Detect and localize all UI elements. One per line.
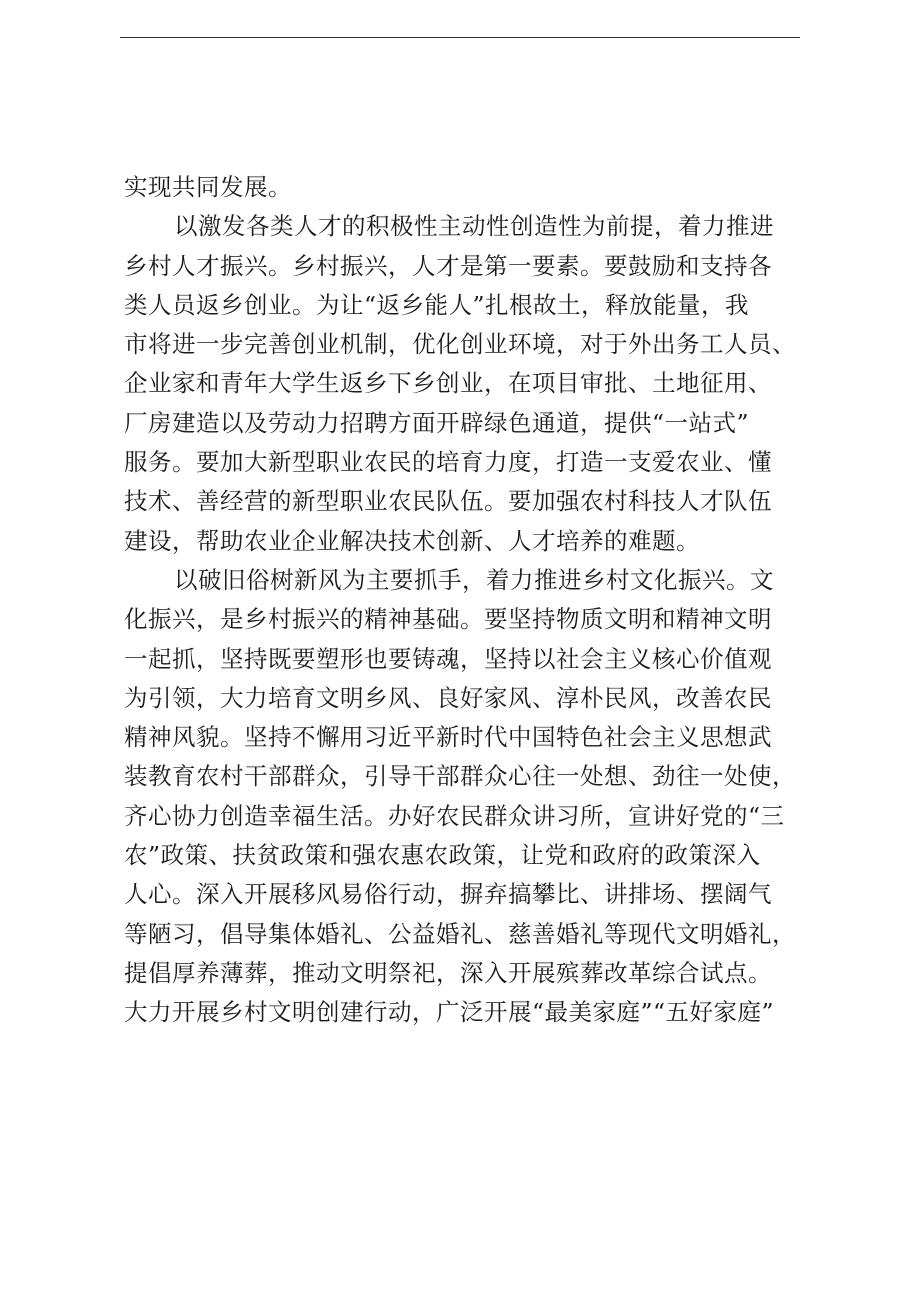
text-line: 实现共同发展。 — [124, 173, 292, 201]
text-line: 精神风貌。坚持不懈用习近平新时代中国特色社会主义思想武 — [124, 723, 772, 752]
text-line: 以破旧俗树新风为主要抓手，着力推进乡村文化振兴。文 — [174, 565, 774, 594]
text-line: 等陋习，倡导集体婚礼、公益婚礼、慈善婚礼等现代文明婚礼， — [124, 919, 796, 948]
text-line: 装教育农村干部群众，引导干部群众心往一处想、劲往一处使， — [124, 762, 796, 791]
text-line: 技术、善经营的新型职业农民队伍。要加强农村科技人才队伍 — [124, 487, 772, 516]
text-line: 服务。要加大新型职业农民的培育力度，打造一支爱农业、懂 — [124, 448, 772, 477]
text-line: 提倡厚养薄葬，推动文明祭祀，深入开展殡葬改革综合试点。 — [124, 958, 772, 987]
header-rule — [120, 37, 800, 38]
text-line: 市将进一步完善创业机制，优化创业环境，对于外出务工人员、 — [124, 330, 796, 359]
text-line: 为引领，大力培育文明乡风、良好家风、淳朴民风，改善农民 — [124, 683, 772, 712]
text-line: 企业家和青年大学生返乡下乡创业，在项目审批、土地征用、 — [124, 369, 772, 398]
text-line: 化振兴，是乡村振兴的精神基础。要坚持物质文明和精神文明 — [124, 605, 772, 634]
text-line: 齐心协力创造幸福生活。办好农民群众讲习所，宣讲好党的“三 — [124, 801, 785, 830]
text-line: 一起抓，坚持既要塑形也要铸魂，坚持以社会主义核心价值观 — [124, 644, 772, 673]
text-line: 农”政策、扶贫政策和强农惠农政策，让党和政府的政策深入 — [124, 841, 761, 870]
document-body — [124, 168, 814, 1033]
text-line: 人心。深入开展移风易俗行动，摒弃搞攀比、讲排场、摆阔气 — [124, 880, 772, 909]
text-line: 厂房建造以及劳动力招聘方面开辟绿色通道，提供“一站式” — [124, 408, 750, 437]
text-line: 建设，帮助农业企业解决技术创新、人才培养的难题。 — [124, 526, 700, 555]
text-line: 大力开展乡村文明创建行动，广泛开展“最美家庭”“五好家庭” — [124, 998, 775, 1027]
text-line: 以激发各类人才的积极性主动性创造性为前提，着力推进 — [174, 212, 774, 241]
text-line: 类人员返乡创业。为让“返乡能人”扎根故土，释放能量，我 — [124, 290, 750, 319]
text-line: 乡村人才振兴。乡村振兴，人才是第一要素。要鼓励和支持各 — [124, 251, 772, 280]
